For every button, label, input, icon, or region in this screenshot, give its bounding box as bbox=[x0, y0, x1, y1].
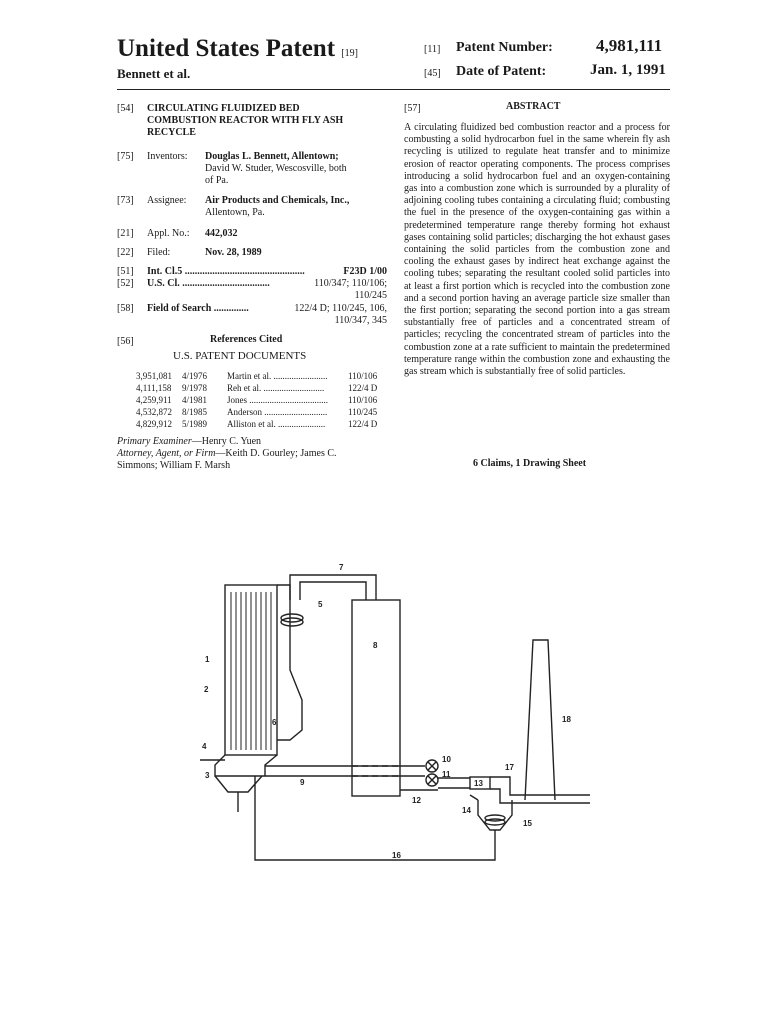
attorney-names: —Keith D. Gourley; James C. bbox=[215, 448, 337, 459]
patent-number-code: [11] bbox=[424, 44, 441, 55]
examiner-name: —Henry C. Yuen bbox=[191, 436, 262, 447]
inventors-label: Inventors: bbox=[147, 151, 188, 162]
inventor-2: David W. Studer, Wescosville, both bbox=[205, 163, 347, 174]
label-13: 13 bbox=[474, 779, 483, 788]
label-15: 15 bbox=[523, 819, 532, 828]
assignee-value bbox=[205, 195, 395, 219]
label-4: 4 bbox=[202, 742, 207, 751]
patent-number-label: Patent Number: bbox=[456, 40, 553, 55]
ref-name: Jones ................................... bbox=[227, 395, 328, 405]
cooling-tubes bbox=[231, 592, 271, 750]
intcl-field bbox=[117, 266, 387, 278]
inventor-location: of Pa. bbox=[205, 175, 229, 186]
attorney-line-cont: Simmons; William F. Marsh bbox=[117, 460, 231, 471]
ref-date: 8/1985 bbox=[182, 407, 208, 417]
header-title-code: [19] bbox=[341, 48, 358, 59]
invention-title-line: CIRCULATING FLUIDIZED BED bbox=[147, 103, 300, 114]
reference-row bbox=[136, 406, 386, 418]
ref-date: 9/1978 bbox=[182, 383, 208, 393]
refs-title: References Cited bbox=[210, 334, 283, 345]
cyclone-primary bbox=[277, 585, 302, 740]
intcl-value: F23D 1/00 bbox=[343, 266, 387, 277]
search-label: Field of Search .............. bbox=[147, 303, 249, 314]
search-value-cont: 110/347, 345 bbox=[334, 315, 387, 326]
ref-number: 4,532,872 bbox=[136, 407, 172, 417]
filed-code: [22] bbox=[117, 247, 134, 258]
label-10: 10 bbox=[442, 755, 451, 764]
reference-row bbox=[136, 394, 386, 406]
assignee-field bbox=[117, 195, 397, 223]
ref-number: 4,111,158 bbox=[136, 383, 172, 393]
reference-row bbox=[136, 418, 386, 430]
label-7: 7 bbox=[339, 563, 344, 572]
uscl-code: [52] bbox=[117, 278, 134, 289]
label-8: 8 bbox=[373, 641, 378, 650]
label-3: 3 bbox=[205, 771, 210, 780]
title-code: [54] bbox=[117, 103, 134, 114]
search-value: 122/4 D; 110/245, 106, bbox=[294, 303, 387, 314]
appl-field bbox=[117, 228, 397, 242]
attorney-line bbox=[117, 448, 397, 460]
reference-row bbox=[136, 382, 386, 394]
uscl-value: 110/347; 110/106; bbox=[314, 278, 387, 289]
label-5: 5 bbox=[318, 600, 323, 609]
appl-value: 442,032 bbox=[205, 228, 238, 239]
appl-label: Appl. No.: bbox=[147, 228, 190, 239]
refs-code: [56] bbox=[117, 336, 134, 347]
ref-class: 122/4 D bbox=[348, 419, 378, 429]
search-field bbox=[117, 303, 387, 327]
header-inventor: Bennett et al. bbox=[117, 66, 191, 81]
assignee-name: Air Products and Chemicals, Inc., bbox=[205, 195, 350, 206]
ref-name: Reh et al. ........................... bbox=[227, 383, 325, 393]
inventors-code: [75] bbox=[117, 151, 134, 162]
ref-number: 3,951,081 bbox=[136, 371, 172, 381]
appl-code: [21] bbox=[117, 228, 134, 239]
ref-class: 110/106 bbox=[348, 371, 378, 381]
examiner-label: Primary Examiner bbox=[117, 436, 192, 447]
inventor-1: Douglas L. Bennett, Allentown; bbox=[205, 151, 339, 162]
uscl-field bbox=[117, 278, 387, 302]
assignee-location: Allentown, Pa. bbox=[205, 207, 265, 218]
label-18: 18 bbox=[562, 715, 571, 724]
label-1: 1 bbox=[205, 655, 210, 664]
label-6: 6 bbox=[272, 718, 277, 727]
filed-field bbox=[117, 247, 397, 261]
patent-header-title: United States Patent [19] bbox=[117, 35, 358, 62]
header-divider bbox=[117, 89, 670, 90]
patent-date-label: Date of Patent: bbox=[456, 64, 547, 79]
ref-class: 122/4 D bbox=[348, 383, 378, 393]
filed-label: Filed: bbox=[147, 247, 171, 258]
uscl-value-cont: 110/245 bbox=[354, 290, 387, 301]
ref-class: 110/245 bbox=[348, 407, 378, 417]
refs-subtitle: U.S. PATENT DOCUMENTS bbox=[173, 350, 307, 362]
ref-class: 110/106 bbox=[348, 395, 378, 405]
patent-number-value: 4,981,111 bbox=[596, 36, 663, 55]
ref-number: 4,829,912 bbox=[136, 419, 172, 429]
label-9: 9 bbox=[300, 778, 305, 787]
intcl-code: [51] bbox=[117, 266, 134, 277]
intcl-label: Int. Cl.5 ................................................ bbox=[147, 266, 305, 277]
claims-line: 6 Claims, 1 Drawing Sheet bbox=[473, 458, 587, 469]
abstract-text: A circulating fluidized bed combustion reactor and a process for combusting a solid hydrocarbon fuel in the same wherein fly ash recycling is utilized to regulate heat transfer and to minimize erosion of reactor operating components. The process comprises introducing a solid hydrocarbon fuel and an oxygen-containing gas into a combustion zone which is surrounded by a plurality of adjoining cooling tubes containing a circulating fluid; combusting the fuel in the presence of the oxygen-containing gas within a predetermined temperature range thereby forming hot exhaust gases containing solid particles; discharging the hot exhaust gases containing the solid particles from the combustion zone and cooling the exhaust gases by indirect heat exchange against the cooling tubes; separating the resultant cooled solid particles into at least a first portion which is recycled into the combustion zone and a second portion having an average particle size smaller than the first portion; separating the second portion into a gas stream substantially free of particles and a concentrated stream of particles; recycling the concentrated stream of particles into the combustion zone at a rate sufficient to maintain the predetermined temperature range within the combustion zone and exhausting the gas stream which is substantially free of solid particles. bbox=[404, 122, 670, 378]
examiner-line bbox=[117, 436, 397, 448]
invention-title bbox=[147, 103, 387, 139]
attorney-label: Attorney, Agent, or Firm bbox=[117, 448, 216, 459]
patent-date-code: [45] bbox=[424, 68, 441, 79]
assignee-code: [73] bbox=[117, 195, 134, 206]
ref-name: Alliston et al. ..................... bbox=[227, 419, 326, 429]
label-11: 11 bbox=[442, 770, 451, 779]
label-16: 16 bbox=[392, 851, 401, 860]
assignee-label: Assignee: bbox=[147, 195, 187, 206]
ref-name: Anderson ............................ bbox=[227, 407, 328, 417]
label-2: 2 bbox=[204, 685, 209, 694]
ref-number: 4,259,911 bbox=[136, 395, 172, 405]
ref-date: 4/1981 bbox=[182, 395, 208, 405]
reference-row bbox=[136, 370, 386, 382]
ref-date: 4/1976 bbox=[182, 371, 208, 381]
uscl-label: U.S. Cl. ................................... bbox=[147, 278, 270, 289]
filed-value: Nov. 28, 1989 bbox=[205, 247, 262, 258]
inventors-field bbox=[117, 151, 397, 191]
diagram-labels bbox=[202, 563, 571, 860]
abstract-code: [57] bbox=[404, 103, 421, 114]
inventors-value bbox=[205, 151, 395, 187]
abstract-heading: ABSTRACT bbox=[506, 101, 561, 112]
ref-name: Martin et al. ........................ bbox=[227, 371, 328, 381]
search-code: [58] bbox=[117, 303, 134, 314]
ref-date: 5/1989 bbox=[182, 419, 208, 429]
patent-date-value: Jan. 1, 1991 bbox=[590, 62, 666, 78]
exhaust-stack bbox=[525, 640, 555, 800]
label-14: 14 bbox=[462, 806, 471, 815]
label-17: 17 bbox=[505, 763, 514, 772]
invention-title-line: RECYCLE bbox=[147, 127, 196, 138]
label-12: 12 bbox=[412, 796, 421, 805]
top-duct bbox=[290, 575, 376, 600]
reactor-diagram bbox=[0, 540, 768, 880]
invention-title-line: COMBUSTION REACTOR WITH FLY ASH bbox=[147, 115, 344, 126]
